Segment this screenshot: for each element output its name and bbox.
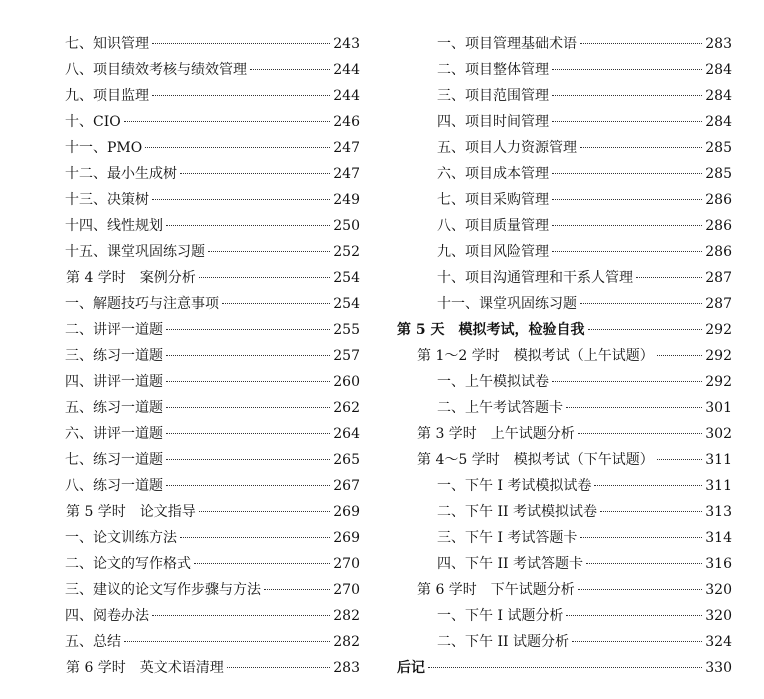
toc-dot-leader	[227, 667, 330, 668]
toc-entry-page-number: 285	[705, 166, 732, 182]
toc-entry-page-number: 270	[333, 556, 360, 572]
toc-dot-leader	[166, 355, 330, 356]
toc-entry	[46, 31, 360, 57]
toc-entry	[397, 603, 732, 629]
toc-entry	[46, 57, 360, 83]
toc-entry-title: 十、项目沟通管理和干系人管理	[437, 270, 633, 286]
toc-entry-page-number: 244	[333, 88, 360, 104]
toc-entry-page-number: 286	[705, 244, 732, 260]
toc-entry-title: 十五、课堂巩固练习题	[65, 244, 205, 260]
toc-entry	[397, 135, 732, 161]
toc-entry-page-number: 311	[705, 452, 732, 468]
toc-entry	[397, 109, 732, 135]
toc-entry-page-number: 247	[333, 140, 360, 156]
toc-entry	[46, 473, 360, 499]
toc-dot-leader	[166, 329, 330, 330]
toc-entry	[46, 369, 360, 395]
toc-entry-page-number: 284	[705, 88, 732, 104]
toc-entry-title: 四、下午 II 考试答题卡	[437, 556, 583, 572]
toc-entry	[397, 525, 732, 551]
toc-entry	[397, 499, 732, 525]
toc-dot-leader	[552, 121, 702, 122]
toc-entry-page-number: 254	[333, 296, 360, 312]
toc-entry-page-number: 284	[705, 62, 732, 78]
toc-dot-leader	[600, 511, 702, 512]
toc-entry-title: 二、下午 II 试题分析	[437, 634, 569, 650]
toc-entry-page-number: 254	[333, 270, 360, 286]
toc-entry-page-number: 316	[705, 556, 732, 572]
toc-entry-page-number: 243	[333, 36, 360, 52]
toc-entry-page-number: 270	[333, 582, 360, 598]
toc-entry-title: 二、下午 II 考试模拟试卷	[437, 504, 597, 520]
toc-entry	[397, 369, 732, 395]
toc-entry	[397, 577, 732, 603]
toc-entry-page-number: 282	[333, 634, 360, 650]
toc-entry-title: 七、练习一道题	[65, 452, 163, 468]
toc-entry-title: 五、项目人力资源管理	[437, 140, 577, 156]
toc-entry-title: 八、练习一道题	[65, 478, 163, 494]
toc-dot-leader	[572, 641, 702, 642]
toc-entry	[397, 265, 732, 291]
toc-entry-title: 十一、PMO	[65, 140, 143, 156]
toc-entry-page-number: 252	[333, 244, 360, 260]
toc-entry	[46, 135, 360, 161]
toc-entry-title: 十、CIO	[65, 114, 121, 130]
toc-entry	[46, 655, 360, 681]
toc-entry-page-number: 287	[705, 296, 732, 312]
toc-entry-page-number: 286	[705, 218, 732, 234]
toc-entry-title: 第 6 学时 下午试题分析	[417, 582, 575, 598]
toc-dot-leader	[552, 173, 702, 174]
toc-entry	[397, 447, 732, 473]
toc-entry	[46, 239, 360, 265]
toc-entry-title: 第 5 学时 论文指导	[66, 504, 196, 520]
toc-dot-leader	[552, 381, 702, 382]
toc-entry	[46, 447, 360, 473]
toc-entry-title: 九、项目风险管理	[437, 244, 549, 260]
toc-dot-leader	[552, 225, 702, 226]
toc-entry-page-number: 292	[705, 348, 732, 364]
toc-entry-title: 三、下午 I 考试答题卡	[437, 530, 578, 546]
toc-entry-page-number: 265	[333, 452, 360, 468]
toc-entry-page-number: 292	[705, 374, 732, 390]
toc-entry-title: 一、项目管理基础术语	[437, 36, 577, 52]
toc-dot-leader	[580, 537, 702, 538]
toc-dot-leader	[580, 43, 702, 44]
toc-entry-page-number: 247	[333, 166, 360, 182]
toc-entry-page-number: 283	[705, 36, 732, 52]
toc-entry	[46, 187, 360, 213]
toc-entry	[46, 421, 360, 447]
toc-entry	[46, 603, 360, 629]
toc-dot-leader	[124, 641, 330, 642]
toc-entry	[397, 473, 732, 499]
toc-entry	[397, 421, 732, 447]
toc-dot-leader	[166, 225, 330, 226]
toc-dot-leader	[199, 277, 330, 278]
toc-entry-title: 四、阅卷办法	[65, 608, 149, 624]
toc-entry-page-number: 264	[333, 426, 360, 442]
toc-entry-page-number: 324	[705, 634, 732, 650]
toc-entry-title: 六、讲评一道题	[65, 426, 163, 442]
toc-left-column	[46, 31, 360, 681]
toc-dot-leader	[222, 303, 330, 304]
toc-entry-title: 四、讲评一道题	[65, 374, 163, 390]
toc-dot-leader	[636, 277, 702, 278]
toc-entry-title: 三、练习一道题	[65, 348, 163, 364]
toc-dot-leader	[580, 303, 702, 304]
toc-entry	[46, 343, 360, 369]
toc-entry	[46, 109, 360, 135]
toc-dot-leader	[428, 667, 702, 668]
toc-entry	[46, 577, 360, 603]
toc-entry	[397, 83, 732, 109]
toc-entry-page-number: 314	[705, 530, 732, 546]
toc-entry	[397, 551, 732, 577]
toc-dot-leader	[208, 251, 330, 252]
toc-dot-leader	[657, 459, 703, 460]
toc-right-column	[397, 31, 732, 681]
toc-entry-page-number: 287	[705, 270, 732, 286]
toc-dot-leader	[250, 69, 330, 70]
toc-entry-title: 一、下午 I 试题分析	[437, 608, 564, 624]
toc-dot-leader	[552, 95, 702, 96]
toc-entry-title: 后记	[397, 660, 425, 676]
toc-entry	[46, 395, 360, 421]
toc-entry-page-number: 257	[333, 348, 360, 364]
toc-entry	[397, 239, 732, 265]
toc-entry-title: 八、项目质量管理	[437, 218, 549, 234]
toc-entry-title: 十二、最小生成树	[65, 166, 177, 182]
toc-entry	[397, 161, 732, 187]
toc-entry-page-number: 244	[333, 62, 360, 78]
toc-entry-page-number: 285	[705, 140, 732, 156]
toc-dot-leader	[578, 589, 702, 590]
toc-entry-page-number: 313	[705, 504, 732, 520]
toc-entry	[46, 213, 360, 239]
toc-dot-leader	[124, 121, 331, 122]
toc-entry-page-number: 269	[333, 504, 360, 520]
toc-entry	[397, 57, 732, 83]
toc-entry	[46, 317, 360, 343]
toc-dot-leader	[166, 381, 330, 382]
toc-entry-title: 七、知识管理	[65, 36, 149, 52]
toc-dot-leader	[580, 147, 702, 148]
toc-entry-title: 第 6 学时 英文术语清理	[66, 660, 224, 676]
toc-entry	[46, 629, 360, 655]
toc-entry-page-number: 262	[333, 400, 360, 416]
toc-entry	[397, 629, 732, 655]
toc-dot-leader	[586, 563, 702, 564]
toc-entry	[46, 161, 360, 187]
toc-entry-title: 三、项目范围管理	[437, 88, 549, 104]
toc-dot-leader	[588, 329, 703, 330]
toc-dot-leader	[166, 459, 330, 460]
toc-entry	[397, 213, 732, 239]
toc-entry	[397, 187, 732, 213]
toc-entry-title: 十四、线性规划	[65, 218, 163, 234]
toc-entry	[46, 499, 360, 525]
toc-entry-title: 一、上午模拟试卷	[437, 374, 549, 390]
toc-entry	[397, 343, 732, 369]
toc-entry-title: 第 5 天 模拟考试，检验自我	[397, 322, 585, 338]
toc-entry-page-number: 267	[333, 478, 360, 494]
toc-entry-page-number: 292	[705, 322, 732, 338]
toc-entry-title: 四、项目时间管理	[437, 114, 549, 130]
toc-entry-page-number: 282	[333, 608, 360, 624]
toc-entry-page-number: 320	[705, 608, 732, 624]
toc-dot-leader	[594, 485, 702, 486]
toc-dot-leader	[152, 199, 330, 200]
toc-dot-leader	[566, 615, 702, 616]
toc-entry-page-number: 246	[333, 114, 360, 130]
toc-entry	[397, 395, 732, 421]
toc-entry-title: 九、项目监理	[65, 88, 149, 104]
toc-entry-title: 二、论文的写作格式	[65, 556, 191, 572]
toc-entry	[397, 291, 732, 317]
toc-entry	[397, 655, 732, 681]
toc-entry	[46, 265, 360, 291]
toc-entry-title: 一、论文训练方法	[65, 530, 177, 546]
toc-entry	[46, 551, 360, 577]
toc-entry-title: 七、项目采购管理	[437, 192, 549, 208]
toc-entry-page-number: 249	[333, 192, 360, 208]
toc-entry-page-number: 302	[705, 426, 732, 442]
toc-entry-page-number: 301	[705, 400, 732, 416]
toc-dot-leader	[657, 355, 703, 356]
toc-dot-leader	[166, 407, 330, 408]
toc-entry-title: 一、解题技巧与注意事项	[65, 296, 219, 312]
toc-entry-page-number: 311	[705, 478, 732, 494]
toc-entry-page-number: 284	[705, 114, 732, 130]
toc-dot-leader	[566, 407, 702, 408]
toc-dot-leader	[180, 173, 330, 174]
toc-entry	[397, 317, 732, 343]
toc-entry-title: 二、讲评一道题	[65, 322, 163, 338]
toc-entry	[397, 31, 732, 57]
toc-dot-leader	[166, 485, 330, 486]
toc-entry-title: 十一、课堂巩固练习题	[437, 296, 577, 312]
toc-dot-leader	[199, 511, 330, 512]
toc-entry	[46, 83, 360, 109]
toc-entry-page-number: 255	[333, 322, 360, 338]
toc-dot-leader	[552, 69, 702, 70]
toc-dot-leader	[152, 95, 330, 96]
toc-entry-title: 六、项目成本管理	[437, 166, 549, 182]
toc-entry-page-number: 269	[333, 530, 360, 546]
toc-dot-leader	[552, 199, 702, 200]
toc-entry-page-number: 260	[333, 374, 360, 390]
toc-entry-title: 三、建议的论文写作步骤与方法	[65, 582, 261, 598]
toc-dot-leader	[145, 147, 330, 148]
toc-dot-leader	[578, 433, 702, 434]
toc-entry-page-number: 250	[333, 218, 360, 234]
toc-dot-leader	[194, 563, 330, 564]
toc-entry-title: 一、下午 I 考试模拟试卷	[437, 478, 592, 494]
toc-entry-page-number: 330	[705, 660, 732, 676]
toc-entry-title: 二、项目整体管理	[437, 62, 549, 78]
toc-entry-title: 五、总结	[65, 634, 121, 650]
toc-entry-title: 五、练习一道题	[65, 400, 163, 416]
toc-entry	[46, 291, 360, 317]
toc-entry	[46, 525, 360, 551]
toc-entry-title: 第 4～5 学时 模拟考试（下午试题）	[417, 452, 654, 468]
toc-entry-title: 第 4 学时 案例分析	[66, 270, 196, 286]
toc-entry-title: 二、上午考试答题卡	[437, 400, 563, 416]
toc-entry-page-number: 283	[333, 660, 360, 676]
toc-dot-leader	[152, 615, 330, 616]
toc-entry-page-number: 286	[705, 192, 732, 208]
toc-dot-leader	[166, 433, 330, 434]
toc-entry-title: 第 1～2 学时 模拟考试（上午试题）	[417, 348, 654, 364]
toc-dot-leader	[264, 589, 330, 590]
toc-entry-page-number: 320	[705, 582, 732, 598]
toc-dot-leader	[180, 537, 330, 538]
toc-entry-title: 八、项目绩效考核与绩效管理	[65, 62, 247, 78]
toc-entry-title: 十三、决策树	[65, 192, 149, 208]
toc-dot-leader	[152, 43, 330, 44]
toc-dot-leader	[552, 251, 702, 252]
toc-entry-title: 第 3 学时 上午试题分析	[417, 426, 575, 442]
